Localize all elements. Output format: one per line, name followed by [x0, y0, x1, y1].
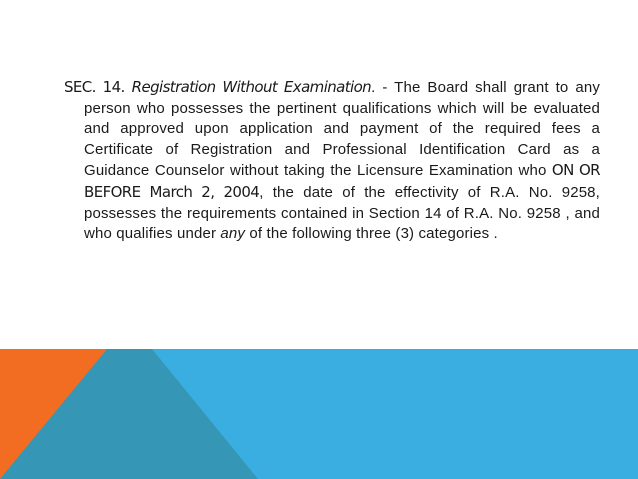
section-label: SEC. 14.: [64, 78, 125, 96]
paragraph-text-1: . - The Board shall grant to any person who possesses the pertinent qualifications which will be evaluated and approved upon application and payment of the required fees a Certificate of Registration and Professional Identification Card as a Guidance Counselor without taking the Licensure Examination who: [84, 79, 600, 180]
paragraph-text-2: , the date of the effectivity of R.A. No. 9258, possesses the requirements contained in Section 14 of R.A. No. 9258 , and who qualifies under: [84, 183, 600, 243]
emphasis-word: any: [220, 225, 246, 243]
date-phrase: ON OR BEFORE March 2, 2004: [84, 161, 601, 201]
paragraph-text-3: of the following three (3) categories .: [245, 225, 498, 243]
section-title: Registration Without Examination: [131, 78, 372, 96]
